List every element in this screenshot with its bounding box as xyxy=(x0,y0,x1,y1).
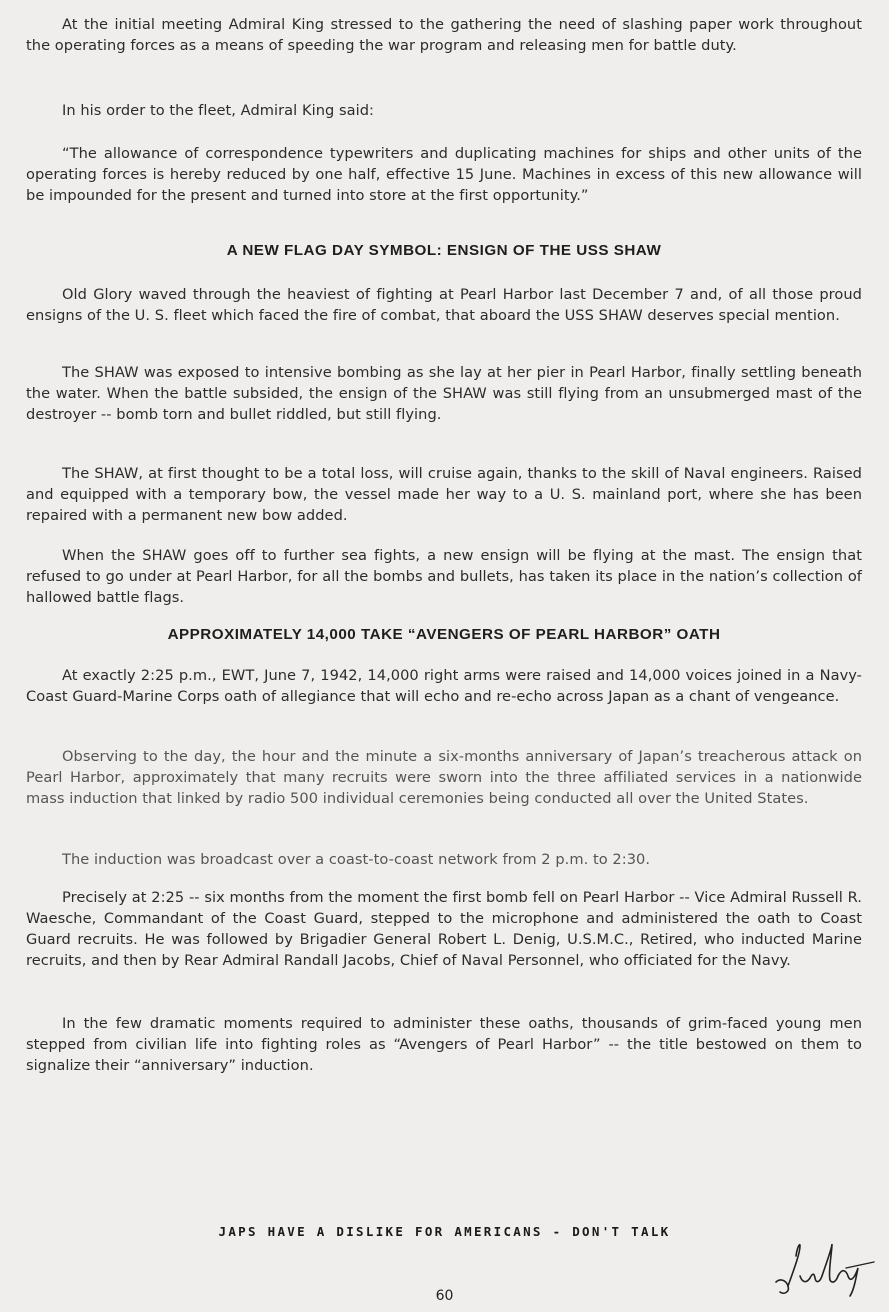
oath-paragraph-2: Observing to the day, the hour and the minute a six-months anniversary of Japan’s treacherous attack on Pearl Harbor, approximately that many recruits were sworn into the three affiliated services in a nationwide mass induction that linked by radio 500 individual ceremonies being conducted all over the United States. xyxy=(26,748,862,807)
oath-paragraph-5: In the few dramatic moments required to administer these oaths, thousands of grim-faced young men stepped from civilian life into fighting roles as “Avengers of Pearl Harbor” -- the title bestowed on them to signalize their “anniversary” induction. xyxy=(26,1015,862,1074)
oath-paragraph-3: The induction was broadcast over a coast-to-coast network from 2 p.m. to 2:30. xyxy=(62,851,651,868)
shaw-paragraph-1: Old Glory waved through the heaviest of fighting at Pearl Harbor last December 7 and, of all those proud ensigns of the U. S. fleet which faced the fire of combat, that aboard the USS SHAW deserves special mention. xyxy=(26,286,862,324)
shaw-paragraph-4: When the SHAW goes off to further sea fights, a new ensign will be flying at the mast. The ensign that refused to go under at Pearl Harbor, for all the bombs and bullets, has taken its place in the nation’s collection of hallowed battle flags. xyxy=(26,547,862,606)
oath-paragraph-1: At exactly 2:25 p.m., EWT, June 7, 1942, 14,000 right arms were raised and 14,000 voices joined in a Navy-Coast Guard-Marine Corps oath of allegiance that will echo and re-echo across Japan as a chant of vengeance. xyxy=(26,667,862,705)
page-number: 60 xyxy=(435,1288,454,1304)
footer-slogan: JAPS HAVE A DISLIKE FOR AMERICANS - DON'T TALK xyxy=(218,1224,671,1239)
quoted-order-paragraph: “The allowance of correspondence typewriters and duplicating machines for ships and other units of the operating forces is hereby reduced by one half, effective 15 June. Machines in excess of this new allowance will be impounded for the present and turned into store at the first opportunity.” xyxy=(26,145,862,204)
shaw-paragraph-3: The SHAW, at first thought to be a total loss, will cruise again, thanks to the skill of Naval engineers. Raised and equipped with a temporary bow, the vessel made her way to a U. S. mainland port, where she has been repaired with a permanent new bow added. xyxy=(26,465,862,524)
oath-paragraph-4: Precisely at 2:25 -- six months from the moment the first bomb fell on Pearl Harbor -- Vice Admiral Russell R. Waesche, Commandant of the Coast Guard, stepped to the microphone and administered the oath to Coast Guard recruits. He was followed by Brigadier General Robert L. Denig, U.S.M.C., Retired, who inducted Marine recruits, and then by Rear Admiral Randall Jacobs, Chief of Naval Personnel, who officiated for the Navy. xyxy=(26,889,862,969)
order-intro-paragraph: In his order to the fleet, Admiral King said: xyxy=(62,102,375,119)
shaw-paragraph-2: The SHAW was exposed to intensive bombing as she lay at her pier in Pearl Harbor, finally settling beneath the water. When the battle subsided, the ensign of the SHAW was still flying from an unsubmerged mast of the destroyer -- bomb torn and bullet riddled, but still flying. xyxy=(26,364,862,423)
intro-paragraph: At the initial meeting Admiral King stressed to the gathering the need of slashing paper work throughout the operating forces as a means of speeding the war program and releasing men for battle duty. xyxy=(26,16,862,54)
section-heading-shaw: A NEW FLAG DAY SYMBOL: ENSIGN OF THE USS SHAW xyxy=(226,242,662,259)
section-heading-oath: APPROXIMATELY 14,000 TAKE “AVENGERS OF PEARL HARBOR” OATH xyxy=(167,626,721,643)
